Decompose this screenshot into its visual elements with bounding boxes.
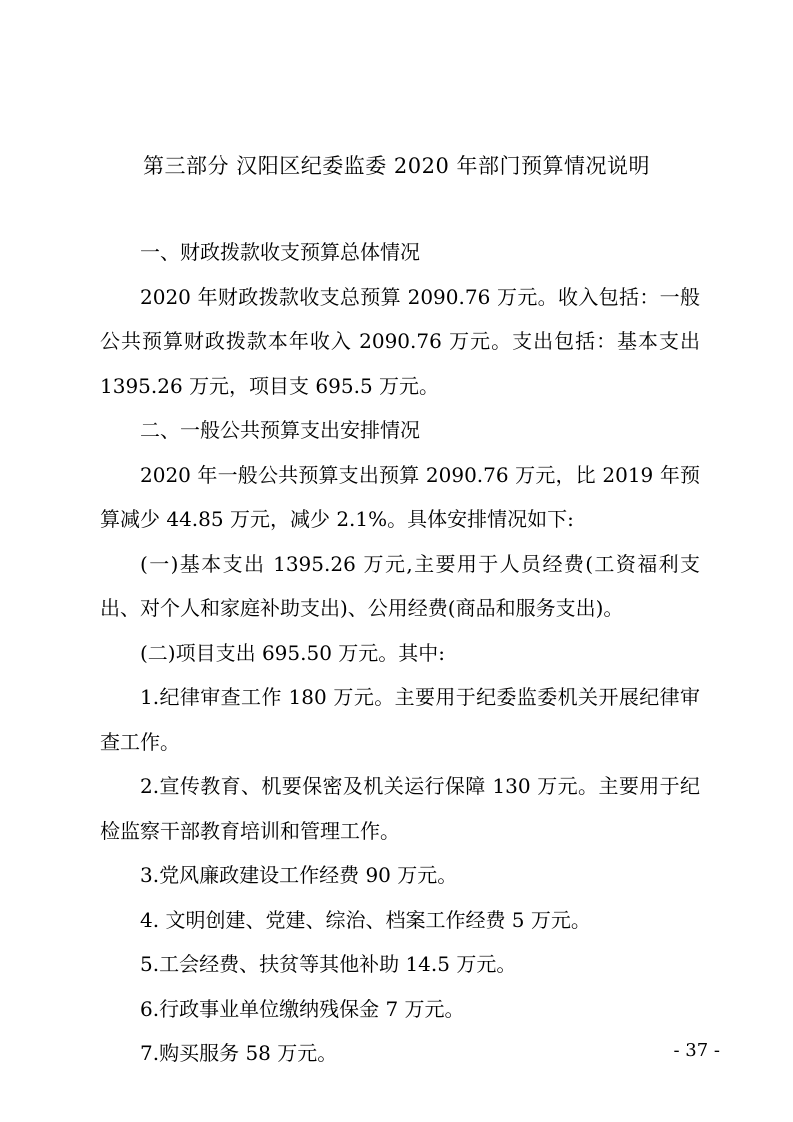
document-body <box>100 230 700 1076</box>
list-item: 3.党风廉政建设工作经费 90 万元。 <box>140 863 458 887</box>
paragraph: (二)项目支出 695.50 万元。其中: <box>140 640 446 665</box>
paragraph: 2020 年财政拨款收支总预算 2090.76 万元。收入包括：一般公共预算财政拨款本年收入 2090.76 万元。支出包括：基本支出 1395.26 万元，项目支 695.5 万元。 <box>100 284 700 398</box>
section-heading-2: 二、一般公共预算支出安排情况 <box>140 418 420 442</box>
paragraph: 2020 年一般公共预算支出预算 2090.76 万元，比 2019 年预算减少 44.85 万元，减少 2.1%。具体安排情况如下: <box>100 462 700 531</box>
page-number: - 37 - <box>673 1040 720 1061</box>
list-item: 2.宣传教育、机要保密及机关运行保障 130 万元。主要用于纪检监察干部教育培训和管理工作。 <box>100 774 700 843</box>
section-heading-1: 一、财政拨款收支预算总体情况 <box>140 240 420 264</box>
list-item: 7.购买服务 58 万元。 <box>140 1041 338 1065</box>
list-item: 4. 文明创建、党建、综治、档案工作经费 5 万元。 <box>140 907 591 932</box>
list-item: 6.行政事业单位缴纳残保金 7 万元。 <box>140 996 465 1021</box>
list-item: 1.纪律审查工作 180 万元。主要用于纪委监委机关开展纪律审查工作。 <box>100 685 700 754</box>
list-item: 5.工会经费、扶贫等其他补助 14.5 万元。 <box>140 952 517 976</box>
paragraph: (一)基本支出 1395.26 万元,主要用于人员经费(工资福利支出、对个人和家庭补助支出)、公用经费(商品和服务支出)。 <box>100 551 700 620</box>
document-title: 第三部分 汉阳区纪委监委 2020 年部门预算情况说明 <box>143 154 650 178</box>
